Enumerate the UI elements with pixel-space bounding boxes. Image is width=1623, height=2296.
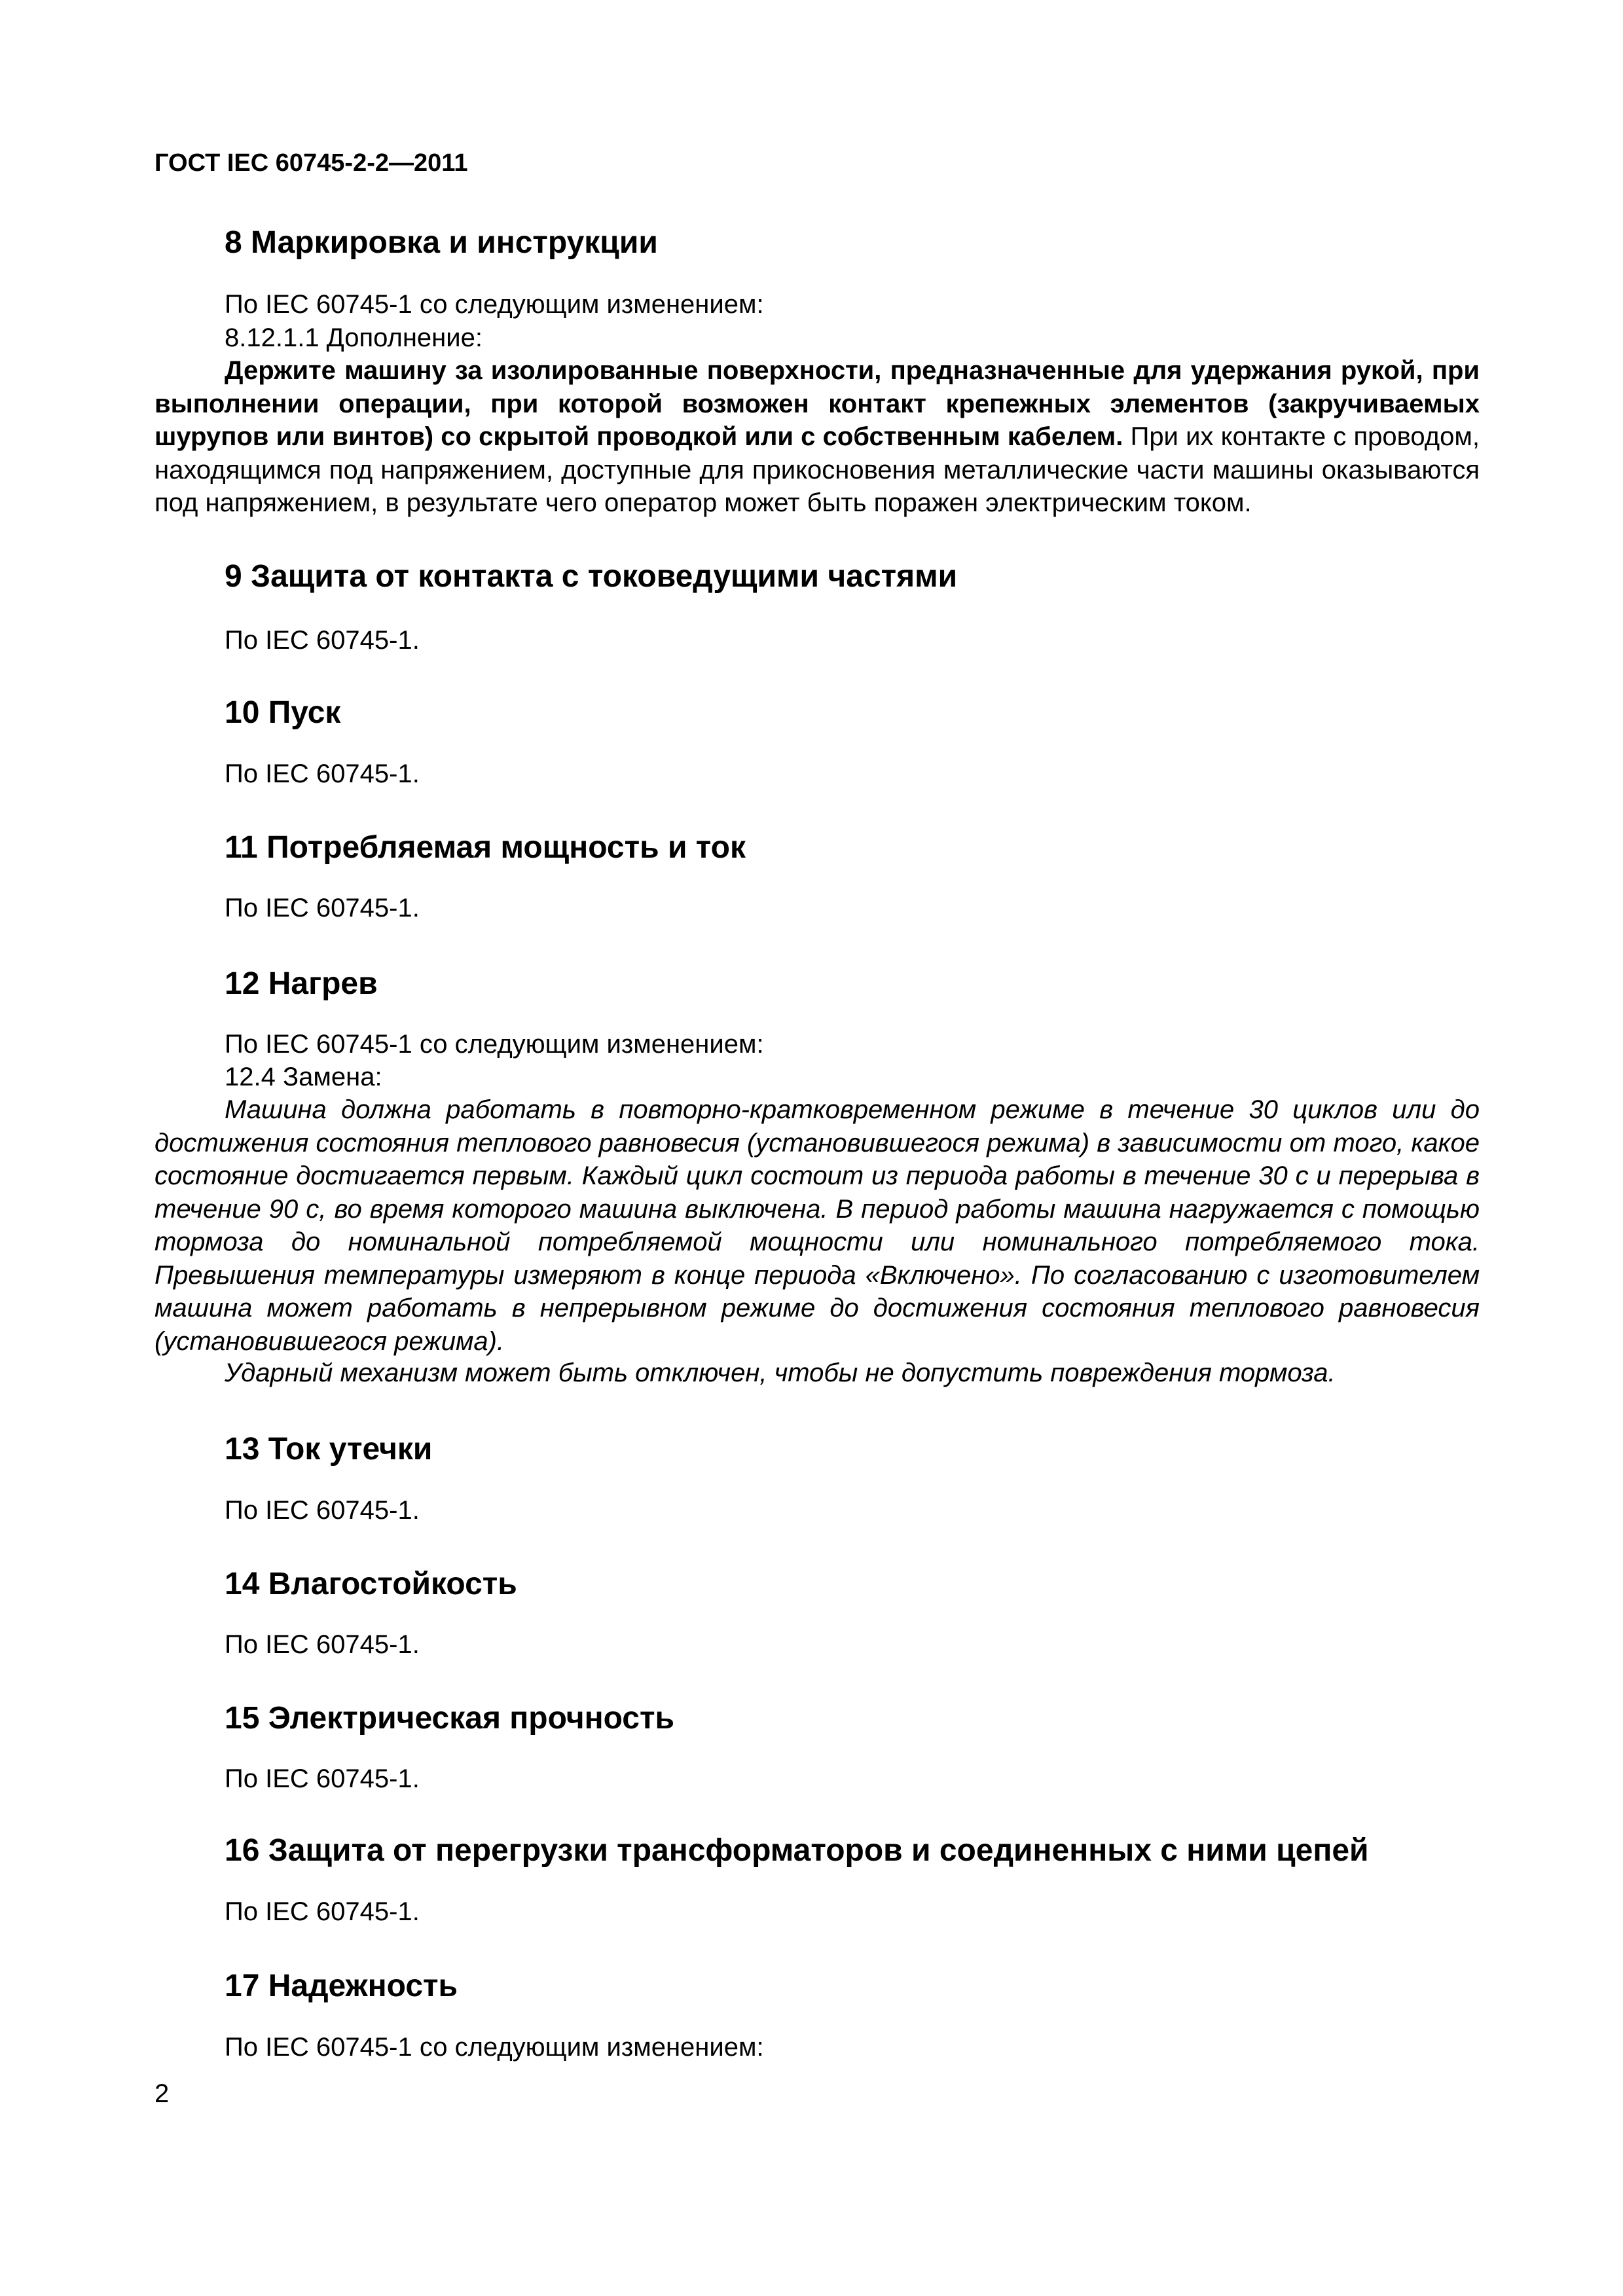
section-12-paragraph-1: Машина должна работать в повторно-кратковременном режиме в течение 30 циклов или до достижения состояния теплового равновесия (установившегося режима) в зависимости от того, какое состояние достигается первым. Каждый цикл состоит из периода работы в течение 30 с и перерыва в течение 90 с, во время которого машина выключена. В период работы машина нагружается с помощью тормоза до номинальной потребляемой мощности или номинального потребляемого тока. Превышения температуры измеряют в конце периода «Включено». По согласованию с изготовителем машина может работать в непрерывном режиме до достижения состояния теплового равновесия (установившегося режима).: [155, 1095, 1480, 1356]
section-11-text: По IEC 60745-1.: [225, 894, 420, 922]
section-14-text: По IEC 60745-1.: [225, 1630, 420, 1659]
page-number: 2: [155, 2079, 170, 2108]
section-8-clause: 8.12.1.1 Дополнение:: [225, 323, 483, 352]
section-11-heading: 11 Потребляемая мощность и ток: [225, 830, 746, 865]
section-9-heading: 9 Защита от контакта с токоведущими частями: [225, 559, 958, 594]
section-12-intro: По IEC 60745-1 со следующим изменением:: [225, 1030, 764, 1059]
section-8-intro: По IEC 60745-1 со следующим изменением:: [225, 290, 764, 319]
section-17-text: По IEC 60745-1 со следующим изменением:: [225, 2033, 764, 2062]
section-10-heading: 10 Пуск: [225, 695, 341, 730]
document-header: ГОСТ IEC 60745-2-2—2011: [155, 149, 468, 177]
section-17-heading: 17 Надежность: [225, 1969, 458, 2003]
section-14-heading: 14 Влагостойкость: [225, 1567, 517, 1601]
section-9-text: По IEC 60745-1.: [225, 626, 420, 655]
section-13-heading: 13 Ток утечки: [225, 1432, 433, 1467]
section-16-text: По IEC 60745-1.: [225, 1897, 420, 1926]
section-15-heading: 15 Электрическая прочность: [225, 1701, 674, 1736]
section-12-paragraph-2: Ударный механизм может быть отключен, чтобы не допустить повреждения тормоза.: [225, 1358, 1336, 1387]
section-8-text: При их контакте с проводом, находящимся под напряжением, доступные для прикосновения металлические части машины оказываются под напряжением, в результате чего оператор может быть поражен электрическим током.: [155, 422, 1480, 517]
section-12-clause: 12.4 Замена:: [225, 1063, 382, 1091]
section-8-bold-text: Держите машину за изолированные поверхности, предназначенные для удержания рукой, при выполнении операции, при которой возможен контакт крепежных элементов (закручиваемых шурупов или винтов) со скрытой проводкой или с собственным кабелем.: [155, 356, 1480, 451]
section-15-text: По IEC 60745-1.: [225, 1764, 420, 1793]
section-13-text: По IEC 60745-1.: [225, 1496, 420, 1525]
section-8-heading: 8 Маркировка и инструкции: [225, 225, 658, 260]
section-10-text: По IEC 60745-1.: [225, 759, 420, 788]
section-12-heading: 12 Нагрев: [225, 966, 378, 1001]
section-8-body: [155, 354, 1480, 520]
section-16-heading: 16 Защита от перегрузки трансформаторов и соединенных с ними цепей: [225, 1833, 1369, 1868]
